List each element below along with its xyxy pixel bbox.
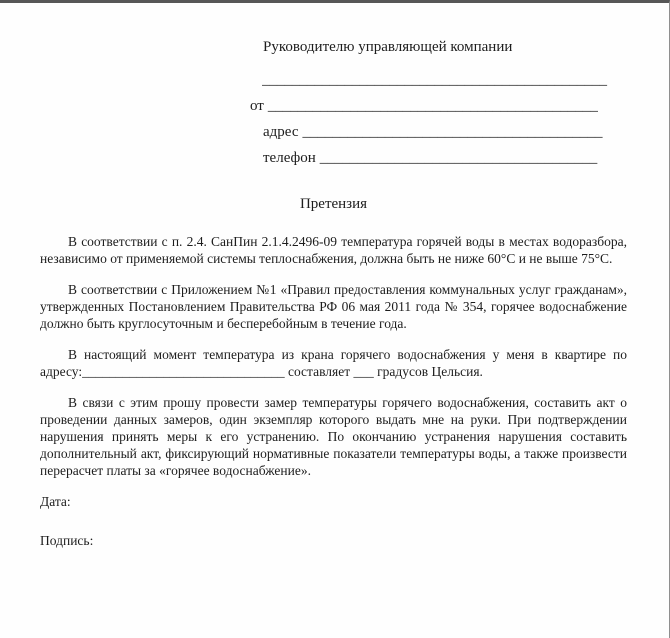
- phone-blank-line: _____________________________________: [319, 150, 598, 166]
- address-label: адрес: [263, 124, 299, 140]
- document-title: Претензия: [299, 196, 368, 212]
- phone-label: телефон: [263, 150, 316, 166]
- phone-field-line: [263, 145, 627, 171]
- recipient-name-blank-line: ______________________________________________: [262, 72, 607, 88]
- from-field-line: [250, 93, 627, 119]
- paragraph-demands: В связи с этим прошу провести замер температуры горячего водоснабжения, составить акт о проведении данных замеров, один экземпляр которого выдать мне на руки. При подтверждении нарушения принять меры к его устранению. По окончанию устранения нарушения составить дополнительный акт, фиксирующий нормативные показатели температуры воды, а также произвести перерасчет платы за «горячее водоснабжение».: [40, 395, 627, 478]
- from-blank-line: ____________________________________________: [267, 98, 598, 114]
- paragraph-regulation-basis: В соответствии с Приложением №1 «Правил предоставления коммунальных услуг гражданам», утвержденных Постановлением Правительства РФ 06 мая 2011 года № 354, горячее водоснабжение должно быть круглосуточным и бесперебойным в течение года.: [40, 282, 627, 331]
- date-label: Дата:: [40, 494, 71, 509]
- from-label: от: [250, 98, 264, 114]
- paragraph-current-situation: В настоящий момент температура из крана горячего водоснабжения у меня в квартире по адресу:______________________________ составляет ___ градусов Цельсия.: [40, 347, 627, 379]
- recipient-title: Руководителю управляющей компании: [263, 39, 513, 55]
- address-field-line: [263, 119, 627, 145]
- paragraph-temperature-norm: В соответствии с п. 2.4. СанПин 2.1.4.2496-09 температура горячей воды в местах водоразбора, независимо от применяемой системы теплоснабжения, должна быть не ниже 60°С и не выше 75°С.: [40, 234, 627, 266]
- address-blank-line: ________________________________________: [302, 124, 603, 140]
- letter-addressee-block: [250, 37, 627, 171]
- signature-label: Подпись:: [40, 533, 94, 548]
